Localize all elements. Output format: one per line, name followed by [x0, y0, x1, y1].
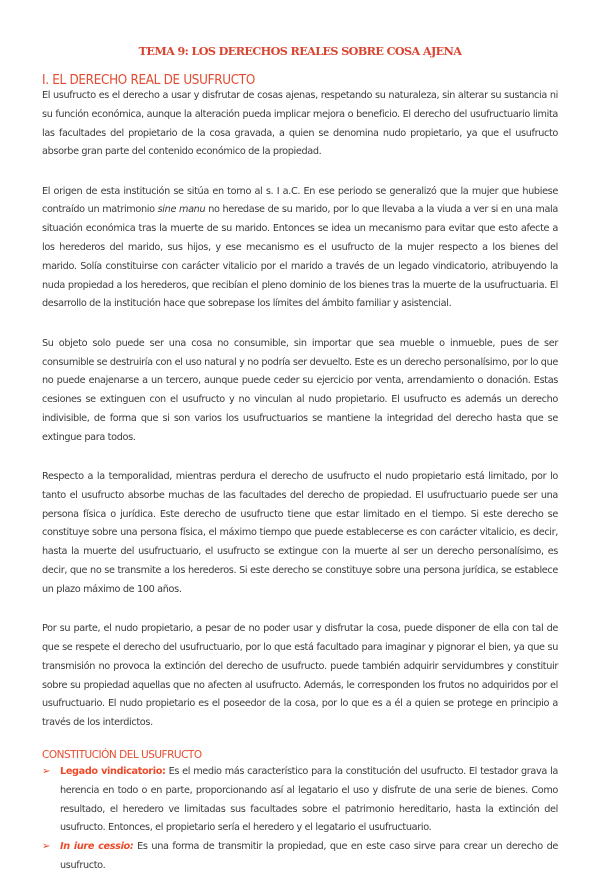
arrow-bullet-icon: ➢ [42, 765, 51, 777]
section-heading-usufructo: I. EL DERECHO REAL DE USUFRUCTO [42, 72, 255, 88]
term-legado-vindicatorio: Legado vindicatorio: [60, 765, 166, 777]
subsection-heading-constitucion: CONSTITUCIÓN DEL USUFRUCTO [42, 748, 202, 761]
arrow-bullet-icon: ➢ [42, 841, 51, 853]
list-item-legado-vindicatorio [42, 763, 558, 838]
paragraph-definition: El usufructo es el derecho a usar y disfrutar de cosas ajenas, respetando su naturaleza, sin alterar su sustancia ni su función económica, aunque la alteración pueda implicar mejora o beneficio. El derecho del usufructuario limita las facultades del propietario de la cosa gravada, a quien se denomina nudo propietario, ya que el usufructo absorbe gran parte del contenido económico de la propiedad. [42, 90, 558, 158]
paragraph-origin [42, 183, 558, 315]
paragraph-origin-text-a: El origen de esta institución se sitúa en torno al s. I a.C. En ese periodo se generalizó que la mujer que hubiese contraído un matrimonio [42, 185, 558, 216]
document-title: TEMA 9: LOS DERECHOS REALES SOBRE COSA AJENA [138, 44, 462, 58]
paragraph-nudo-propietario: Por su parte, el nudo propietario, a pesar de no poder usar y disfrutar la cosa, puede disponer de ella con tal de que se respete el derecho del usufructuario, por lo que está facultado para imaginar y pignorar el bien, ya que su transmisión no provoca la extinción del derecho de usufructo. puede también adquirir servidumbres y constituir sobre su propiedad aquellas que no afecten al usufructo. Además, le corresponden los frutos no adquiridos por el usufructuario. El nudo propietario es el poseedor de la cosa, por lo que es a él a quien se protege en principio a través de los interdictos. [42, 623, 558, 729]
term-in-iure-cessio: In iure cessio: [60, 841, 134, 853]
term-description: Es el medio más característico para la constitución del usufructo. El testador grava la herencia en todo o en parte, proporcionando así al legatario el uso y disfrute de una serie de bienes. Como resultado, el heredero ve limitadas sus facultades sobre el patrimonio hereditario, hasta la extinción del usufructo. Entonces, el propietario sería el heredero y el legatario el usufructuario. [60, 765, 558, 834]
document-page [42, 44, 558, 876]
term-description: Es una forma de transmitir la propiedad, que en este caso sirve para crear un derecho de usufructo. [60, 841, 558, 871]
paragraph-temporality: Respecto a la temporalidad, mientras perdura el derecho de usufructo el nudo propietario está limitado, por lo tanto el usufructo absorbe muchas de las facultades del derecho de propiedad. El usufructuario puede ser una persona física o jurídica. Este derecho de usufructo tiene que estar limitado en el tiempo. Si este derecho se constituye sobre una persona física, el máximo tiempo que puede establecerse es con carácter vitalicio, es decir, hasta la muerte del usufructuario, el usufructo se extingue con la muerte al ser un derecho personalísimo, es decir, que no se transmite a los herederos. Si este derecho se constituye sobre una persona jurídica, se establece un plazo máximo de 100 años. [42, 471, 558, 595]
paragraph-object: Su objeto solo puede ser una cosa no consumible, sin importar que sea mueble o inmueble, pues de ser consumible se destruiría con el uso natural y no podría ser devuelto. Este es un derecho personalísimo, por lo que no puede enajenarse a un tercero, aunque puede ceder su ejercicio por venta, arrendamiento o donación. Estas cesiones se extinguen con el usufructo y no vinculan al nudo propietario. El usufructo es además un derecho indivisible, de forma que si son varios los usufructuarios se mantiene la integridad del derecho hasta que se extingue para todos. [42, 337, 558, 443]
paragraph-origin-text-b: no heredase de su marido, por lo que llevaba a la viuda a ver si en una mala situación económica tras la muerte de su marido. Entonces se idea un mecanismo para evitar que esto afecte a los herederos del marido, sus hijos, y ese mecanismo es el usufructo de la mujer respecto a los bienes del marido. Solía constituirse con carácter vitalicio por el marido a través de un legado vindicatorio, atribuyendo la nuda propiedad a los herederos, que recibían el pleno dominio de los bienes tras la muerte de la usufructuaria. El desarrollo de la institución hace que sobrepase los límites del ámbito familiar y asistencial. [42, 204, 558, 310]
italic-term-sine-manu: sine manu [157, 204, 206, 216]
list-item-in-iure-cessio [42, 838, 558, 876]
constitution-methods-list [42, 763, 558, 876]
